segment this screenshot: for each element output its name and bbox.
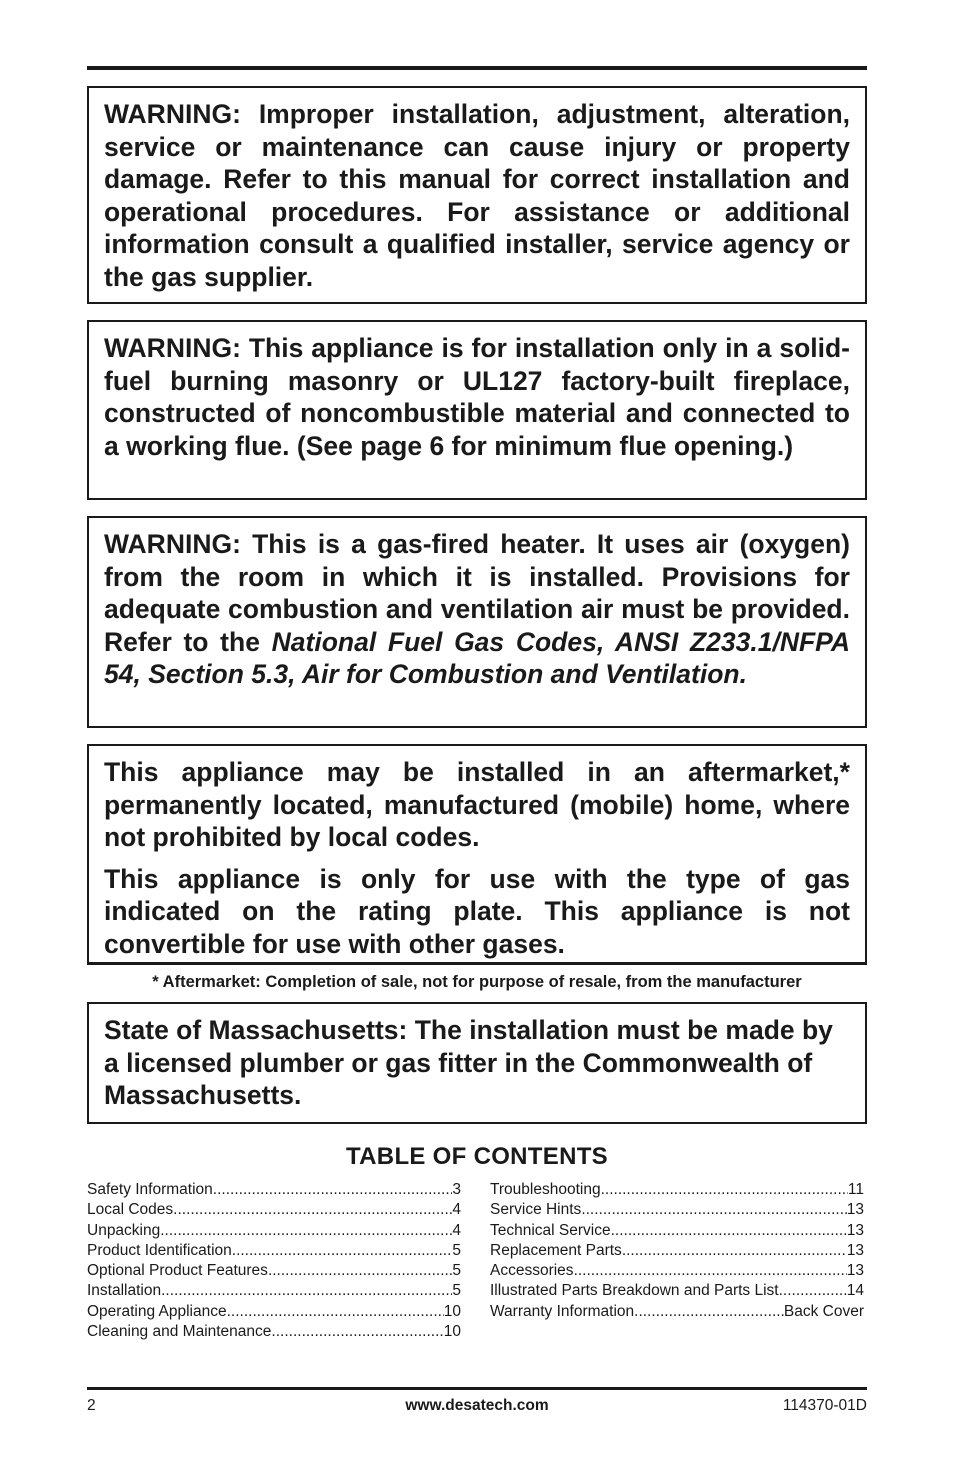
top-rule [87,66,867,70]
toc-entry-page: 4 [452,1221,461,1239]
toc-dot-leader [173,1200,452,1220]
toc-dot-leader [227,1302,444,1322]
toc-entry[interactable] [490,1180,864,1200]
toc-dot-leader [611,1221,847,1241]
toc-entry[interactable] [87,1261,461,1281]
toc-entry-page: 11 [847,1181,864,1198]
toc-title: TABLE OF CONTENTS [346,1143,608,1170]
toc-entry-title: Safety Information [87,1181,213,1198]
warning-box-ventilation [87,516,867,728]
toc-entry[interactable] [87,1180,461,1200]
notice-paragraph: This appliance is only for use with the type of gas indicated on the rating plate. This appliance is not convertible for use with other gases. [104,863,850,959]
toc-entry-title: Technical Service [490,1221,611,1239]
page-number: 2 [87,1397,96,1414]
toc-entry-title: Local Codes [87,1201,174,1219]
toc-entry[interactable] [490,1241,864,1261]
toc-entry[interactable] [87,1200,461,1220]
toc-entry-title: Accessories [490,1262,574,1280]
toc-dot-leader [779,1281,847,1301]
website-link[interactable]: www.desatech.com [405,1397,549,1414]
toc-entry-title: Unpacking [87,1221,161,1239]
toc-dot-leader [601,1180,848,1200]
toc-entry-page: 13 [846,1221,864,1239]
warning-text: WARNING: Improper installation, adjustment, alteration, service or maintenance can cause injury or property damage. Refer to this manual for correct installation and operational procedures. For assistance or additional information consult a qualified installer, service agency or the gas supplier. [104,99,850,292]
warning-text: WARNING: This appliance is for installation only in a solid-fuel burning masonry or UL127 factory-built fireplace, constructed of noncombustible material and connected to a working flue. (See page 6 for minimum flue opening.) [104,333,850,461]
toc-dot-leader [574,1261,847,1281]
toc-entry-page: 10 [443,1323,461,1341]
toc-dot-leader [622,1241,847,1261]
toc-entry[interactable] [490,1281,864,1301]
toc-entry-title: Product Identification [87,1241,232,1259]
toc-entry[interactable] [490,1221,864,1241]
toc-entry[interactable] [87,1302,461,1322]
toc-entry-page: Back Cover [783,1302,864,1320]
toc-entry-title: Troubleshooting [490,1181,601,1198]
toc-dot-leader [268,1261,452,1281]
toc-entry-page: 3 [452,1181,461,1198]
toc-entry-page: 4 [452,1201,461,1219]
toc-dot-leader [213,1180,453,1200]
toc-entry[interactable] [490,1302,864,1322]
toc-entry[interactable] [87,1322,461,1342]
bottom-rule [87,1387,867,1390]
toc-entry-page: 5 [452,1262,461,1280]
toc-entry[interactable] [490,1261,864,1281]
toc-dot-leader [161,1281,452,1301]
toc-entry-page: 10 [443,1302,461,1320]
toc-entry-title: Cleaning and Maintenance [87,1323,272,1341]
toc-entry-page: 14 [846,1282,864,1300]
toc-entry-page: 13 [846,1262,864,1280]
massachusetts-text: State of Massachusetts: The installation must be made by a licensed plumber or gas fitter in the Commonwealth of Massachusetts. [104,1015,833,1110]
toc-right-column [490,1180,864,1322]
toc-entry-page: 13 [846,1241,864,1259]
toc-entry[interactable] [87,1241,461,1261]
toc-entry[interactable] [490,1200,864,1220]
warning-text [104,528,850,691]
aftermarket-footnote: * Aftermarket: Completion of sale, not for purpose of resale, from the manufacturer [152,973,802,991]
toc-entry-title: Installation [87,1282,162,1300]
notice-paragraph: This appliance may be installed in an aftermarket,* permanently located, manufactured (mobile) home, where not prohibited by local codes. [104,757,850,852]
toc-entry-title: Optional Product Features [87,1262,268,1280]
warning-box-installation [87,86,867,304]
document-number: 114370-01D [782,1397,867,1414]
toc-dot-leader [232,1241,453,1261]
warning-text-reference: National Fuel Gas Codes, ANSI Z233.1/NFPA 54, Section 5.3, Air for Combustion and Ventilation. [104,626,850,689]
warning-text-prefix: WARNING: This is a gas-fired heater. It uses air (oxygen) from the room in which it is installed. Provisions for adequate combustion and ventilation air must be provided. Refer to the [104,529,850,657]
toc-entry-title: Warranty Information [490,1302,635,1320]
toc-dot-leader [634,1302,784,1322]
toc-left-column [87,1180,461,1342]
toc-dot-leader [581,1200,846,1220]
toc-dot-leader [160,1221,452,1241]
toc-entry-page: 5 [452,1282,461,1300]
massachusetts-box [87,1002,867,1124]
toc-entry-title: Replacement Parts [490,1241,622,1259]
toc-entry[interactable] [87,1221,461,1241]
toc-entry-page: 13 [846,1201,864,1219]
toc-entry-title: Illustrated Parts Breakdown and Parts List [490,1282,779,1300]
toc-entry-page: 5 [452,1241,461,1259]
toc-entry-title: Service Hints [490,1201,582,1219]
toc-entry[interactable] [87,1281,461,1301]
notice-box-mobile-home [87,744,867,965]
toc-entry-title: Operating Appliance [87,1302,227,1320]
toc-dot-leader [271,1322,443,1342]
warning-box-fireplace [87,320,867,500]
